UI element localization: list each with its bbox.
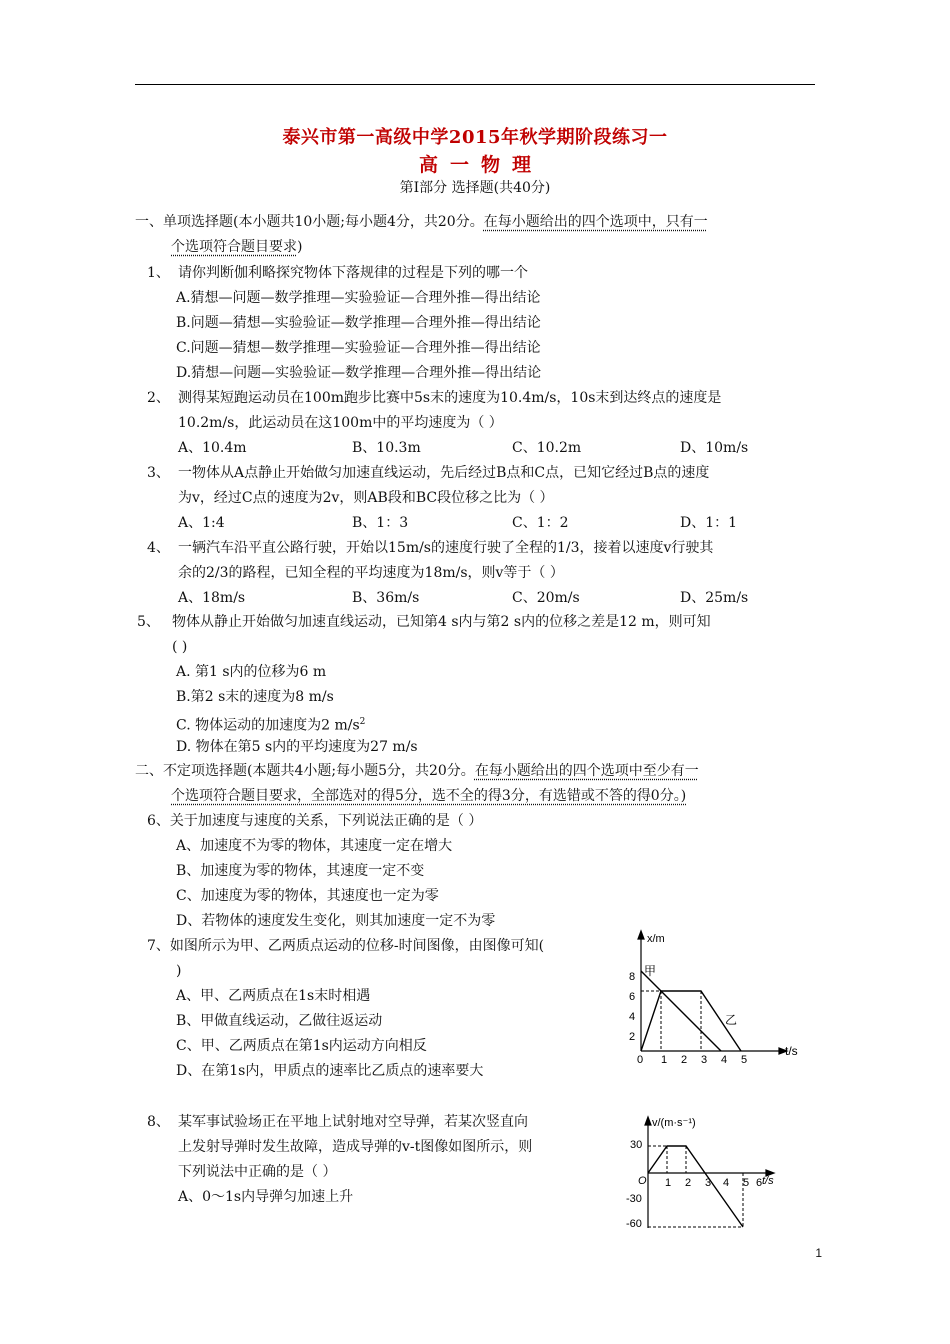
xt-ylabel: x/m	[647, 933, 665, 945]
q5-option-c: C. 物体运动的加速度为2 $m/s^2$	[176, 717, 366, 734]
q1-option-d: D.猜想—问题—实验验证—数学推理—合理外推—得出结论	[176, 365, 542, 381]
q1-option-b: B.问题—猜想—实验验证—数学推理—合理外推—得出结论	[176, 315, 541, 331]
xt-ytick-4: 4	[629, 1011, 636, 1023]
q7-option-d: D、在第1s内，甲质点的速率比乙质点的速率要大	[176, 1063, 484, 1079]
q1-number: 1、	[147, 265, 170, 281]
q2-option-a: A、10.4m	[178, 440, 247, 456]
part1-intro: 一、单项选择题(本小题共10小题;每小题4分，共20分。在每小题给出的四个选项中，只有一	[135, 214, 708, 230]
q1-option-c: C.问题—猜想—数学推理—实验验证—合理外推—得出结论	[176, 340, 541, 356]
q2-stem-line2: 10.2m/s，此运动员在这100m中的平均速度为（ ）	[178, 415, 503, 431]
vt-xtick-1: 1	[665, 1177, 672, 1189]
q3-stem-line1: 一物体从A点静止开始做匀加速直线运动，先后经过B点和C点，已知它经过B点的速度	[178, 465, 710, 481]
xt-xtick-3: 3	[701, 1054, 708, 1065]
xt-xtick-1: 1	[661, 1054, 668, 1065]
q8-number: 8、	[147, 1114, 170, 1130]
vt-origin: O	[638, 1175, 647, 1187]
q2-option-b: B、10.3m	[352, 440, 421, 456]
xt-series-jia	[641, 971, 721, 1051]
q6-option-d: D、若物体的速度发生变化，则其加速度一定不为零	[176, 913, 496, 929]
q6-stem: 6、关于加速度与速度的关系，下列说法正确的是（ ）	[147, 813, 483, 829]
q4-option-b: B、36m/s	[352, 590, 420, 606]
q5-number: 5、	[137, 614, 160, 630]
vt-ytick-30: 30	[630, 1139, 643, 1151]
vt-y-arrow	[645, 1117, 651, 1125]
q2-option-d: D、10m/s	[680, 440, 749, 456]
vt-xtick-6: 6	[756, 1177, 763, 1189]
q2-number: 2、	[147, 390, 170, 406]
q5-stem-line2: ( )	[172, 639, 188, 655]
vt-xlabel: t/s	[762, 1175, 774, 1187]
xt-xtick-4: 4	[721, 1054, 728, 1065]
xt-y-arrow	[638, 931, 644, 939]
vt-xtick-4: 4	[723, 1177, 730, 1189]
xt-label-yi: 乙	[725, 1013, 738, 1027]
q4-stem-line1: 一辆汽车沿平直公路行驶，开始以15m/s的速度行驶了全程的1/3，接着以速度v行驶其	[178, 540, 714, 556]
section-title: 第Ⅰ部分 选择题(共40分)	[399, 180, 551, 196]
q7-option-b: B、甲做直线运动，乙做往返运动	[176, 1013, 383, 1029]
part2-intro-cont: 个选项符合题目要求，全部选对的得5分，选不全的得3分，有选错或不答的得0分。)	[171, 788, 687, 804]
vt-xtick-5: 5	[743, 1177, 750, 1189]
q5-option-a: A. 第1 s内的位移为6 m	[176, 664, 327, 680]
q4-stem-line2: 余的2/3的路程，已知全程的平均速度为18m/s，则v等于（ ）	[178, 565, 564, 581]
q1-option-a: A.猜想—问题—数学推理—实验验证—合理外推—得出结论	[176, 290, 541, 306]
q3-option-a: A、1:4	[178, 515, 225, 531]
q6-option-b: B、加速度为零的物体，其速度一定不变	[176, 863, 425, 879]
q4-number: 4、	[147, 540, 170, 556]
q5-option-b: B.第2 s末的速度为8 m/s	[176, 689, 334, 705]
part1-intro-cont: 个选项符合题目要求)	[171, 239, 303, 255]
xt-graph	[625, 925, 815, 1065]
vt-ytick-neg60: -60	[626, 1218, 642, 1230]
q4-option-d: D、25m/s	[680, 590, 749, 606]
top-rule	[135, 84, 815, 85]
exam-title: 泰兴市第一高级中学2015年秋学期阶段练习一	[282, 127, 668, 148]
q3-number: 3、	[147, 465, 170, 481]
q5-stem-line1: 物体从静止开始做匀加速直线运动，已知第4 s内与第2 s内的位移之差是12 m，则可知	[172, 614, 711, 630]
q8-stem-line1: 某军事试验场正在平地上试射地对空导弹，若某次竖直向	[178, 1114, 528, 1130]
vt-ytick-neg30: -30	[626, 1193, 642, 1205]
q7-stem-line1: 7、如图所示为甲、乙两质点运动的位移-时间图像，由图像可知(	[147, 938, 545, 954]
q7-option-a: A、甲、乙两质点在1s末时相遇	[176, 988, 371, 1004]
subject-title: 高 一 物 理	[418, 154, 532, 176]
q3-option-b: B、1：3	[352, 515, 409, 531]
q3-option-d: D、1：1	[680, 515, 738, 531]
q6-option-a: A、加速度不为零的物体，其速度一定在增大	[176, 838, 453, 854]
q3-stem-line2: 为v，经过C点的速度为2v，则AB段和BC段位移之比为（ ）	[178, 490, 554, 506]
xt-xtick-0: 0	[637, 1054, 644, 1065]
vt-xtick-3: 3	[705, 1177, 712, 1189]
q2-stem-line1: 测得某短跑运动员在100m跑步比赛中5s末的速度为10.4m/s，10s末到达终点的速度是	[178, 390, 722, 406]
q3-option-c: C、1：2	[512, 515, 569, 531]
q8-stem-line2: 上发射导弹时发生故障，造成导弹的v-t图像如图所示，则	[178, 1139, 533, 1155]
xt-ytick-6: 6	[629, 991, 636, 1003]
part2-intro: 二、不定项选择题(本题共4小题;每小题5分，共20分。在每小题给出的四个选项中至少有一	[135, 763, 699, 779]
q2-option-c: C、10.2m	[512, 440, 582, 456]
xt-guide-lines	[641, 991, 701, 1051]
xt-xtick-5: 5	[741, 1054, 748, 1065]
q6-option-c: C、加速度为零的物体，其速度也一定为零	[176, 888, 439, 904]
xt-label-jia: 甲	[644, 964, 657, 978]
vt-xtick-2: 2	[685, 1177, 692, 1189]
q4-option-c: C、20m/s	[512, 590, 580, 606]
q4-option-a: A、18m/s	[178, 590, 246, 606]
q8-option-a: A、0～1s内导弹匀加速上升	[178, 1189, 354, 1205]
q7-stem-line2: )	[176, 963, 182, 979]
q8-stem-line3: 下列说法中正确的是（ ）	[178, 1164, 337, 1180]
q1-stem: 请你判断伽利略探究物体下落规律的过程是下列的哪一个	[178, 265, 528, 281]
vt-graph	[618, 1110, 798, 1235]
q7-option-c: C、甲、乙两质点在第1s内运动方向相反	[176, 1038, 427, 1054]
xt-xtick-2: 2	[681, 1054, 688, 1065]
vt-ylabel: v/(m·s⁻¹)	[652, 1117, 696, 1129]
page-number: 1	[815, 1246, 822, 1260]
q5-option-d: D. 物体在第5 s内的平均速度为27 m/s	[176, 739, 418, 755]
xt-xlabel: t/s	[785, 1044, 798, 1058]
xt-ytick-8: 8	[629, 971, 636, 983]
xt-ytick-2: 2	[629, 1031, 636, 1043]
